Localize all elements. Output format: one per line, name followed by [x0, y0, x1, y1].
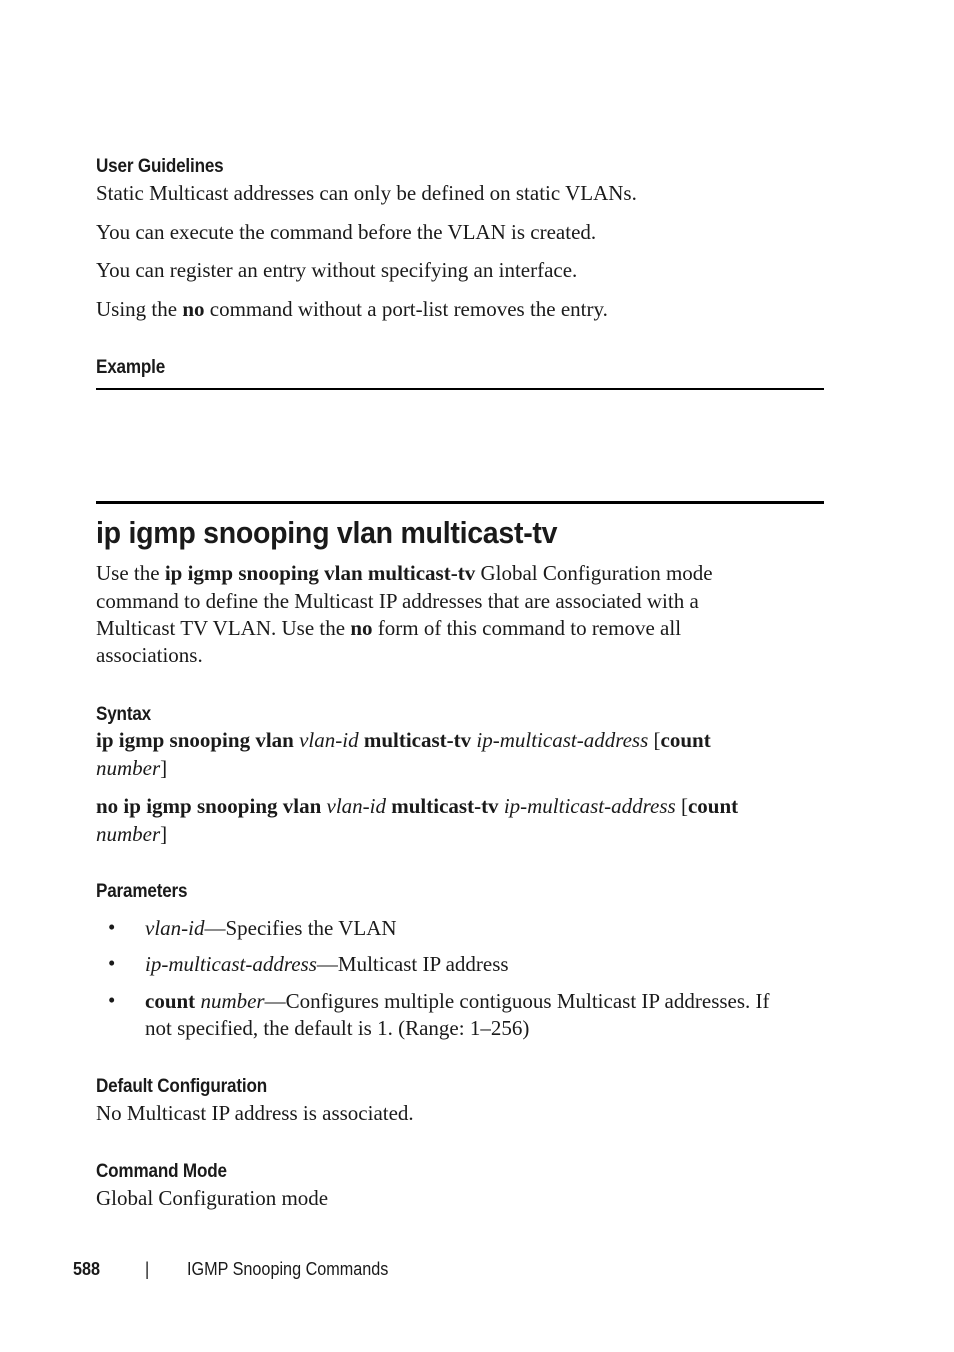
guideline-line-2: You can execute the command before the VLAN is created.: [96, 220, 597, 244]
syntax-line-1-cont: [96, 755, 167, 782]
command-mode-text: Global Configuration mode: [96, 1186, 329, 1210]
command-description-line-4: associations.: [96, 643, 203, 667]
user-guidelines-heading: User Guidelines: [96, 156, 224, 177]
syntax-1-bracket-close: ]: [160, 756, 168, 780]
desc-multicast-tv-vlan: Multicast TV VLAN. Use the: [96, 616, 351, 640]
syntax-2-bracket-open: [: [675, 794, 688, 818]
bullet-1: •: [108, 915, 116, 939]
desc-command-name: ip igmp snooping vlan multicast-tv: [164, 561, 476, 585]
param-count-term: count: [145, 989, 196, 1013]
desc-global-config: Global Configuration mode: [475, 561, 713, 585]
footer-separator: |: [145, 1259, 150, 1279]
syntax-1-multicast-tv: multicast-tv: [358, 728, 477, 752]
example-heading: Example: [96, 357, 166, 378]
page-number: 588: [73, 1259, 101, 1279]
command-title-rule: [96, 501, 824, 504]
syntax-2-ip-address: ip-multicast-address: [503, 794, 676, 818]
syntax-heading: Syntax: [96, 704, 151, 725]
guideline-line-4-post: command without a port-list removes the entry.: [204, 297, 608, 321]
command-description-line-3: [96, 615, 681, 642]
param-ip-address-term: ip-multicast-address: [145, 952, 317, 976]
param-count-desc-cont: not specified, the default is 1. (Range: 1–256): [145, 1016, 530, 1040]
syntax-line-2-cont: [96, 821, 167, 848]
syntax-line-1: [96, 727, 711, 754]
command-mode-heading: Command Mode: [96, 1161, 227, 1182]
syntax-2-keyword: no ip igmp snooping vlan: [96, 794, 327, 818]
syntax-1-keyword: ip igmp snooping vlan: [96, 728, 300, 752]
syntax-2-number: number: [96, 822, 161, 846]
default-configuration-text: No Multicast IP address is associated.: [96, 1101, 414, 1125]
bullet-3: •: [108, 988, 116, 1012]
syntax-2-bracket-close: ]: [160, 822, 168, 846]
desc-remove-all: form of this command to remove all: [372, 616, 682, 640]
param-ip-address-desc: —Multicast IP address: [316, 952, 509, 976]
default-configuration-heading: Default Configuration: [96, 1076, 268, 1097]
syntax-2-vlan-id: vlan-id: [326, 794, 386, 818]
example-divider: [96, 388, 824, 390]
guideline-no-keyword: no: [182, 297, 205, 321]
param-vlan-id-term: vlan-id: [145, 916, 205, 940]
syntax-1-vlan-id: vlan-id: [299, 728, 359, 752]
param-count-number: [145, 988, 770, 1015]
param-count-desc: —Configures multiple contiguous Multicast IP addresses. If: [264, 989, 770, 1013]
command-description-line-2: command to define the Multicast IP addresses that are associated with a: [96, 589, 699, 613]
guideline-line-4-pre: Using the: [96, 297, 183, 321]
guideline-line-1: Static Multicast addresses can only be defined on static VLANs.: [96, 181, 637, 205]
desc-use-the: Use the: [96, 561, 165, 585]
param-vlan-id-desc: —Specifies the VLAN: [204, 916, 397, 940]
guideline-line-4: [96, 296, 608, 323]
syntax-1-count: count: [660, 728, 711, 752]
bullet-2: •: [108, 951, 116, 975]
param-number-term: number: [200, 989, 265, 1013]
syntax-1-ip-address: ip-multicast-address: [476, 728, 649, 752]
syntax-1-number: number: [96, 756, 161, 780]
syntax-2-count: count: [687, 794, 739, 818]
syntax-line-2: [96, 793, 738, 820]
command-title: ip igmp snooping vlan multicast-tv: [96, 515, 558, 550]
syntax-2-multicast-tv: multicast-tv: [386, 794, 504, 818]
command-description-line-1: [96, 560, 713, 587]
param-ip-multicast-address: [145, 951, 509, 978]
parameters-heading: Parameters: [96, 881, 188, 902]
guideline-line-3: You can register an entry without specifying an interface.: [96, 258, 578, 282]
footer-section-title: IGMP Snooping Commands: [187, 1259, 389, 1279]
desc-no-keyword: no: [350, 616, 373, 640]
syntax-1-bracket-open: [: [648, 728, 661, 752]
param-vlan-id: [145, 915, 397, 942]
